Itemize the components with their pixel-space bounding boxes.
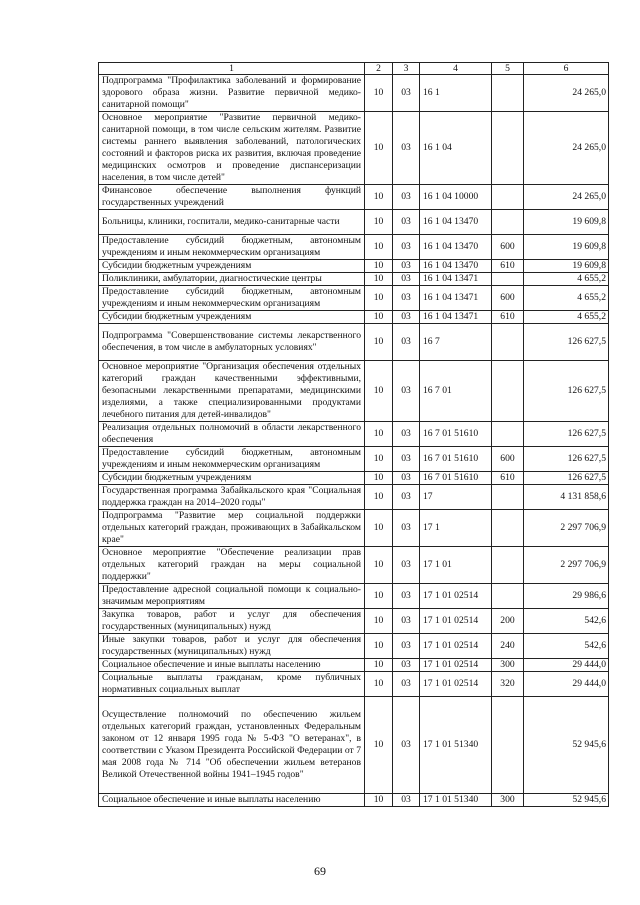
cell-amount: 24 265,0 xyxy=(524,75,609,112)
cell-expense-type: 300 xyxy=(492,659,524,672)
cell-amount: 19 609,8 xyxy=(524,235,609,260)
cell-target-article: 17 1 01 51340 xyxy=(420,697,492,794)
cell-amount: 52 945,6 xyxy=(524,794,609,807)
cell-name: Основное мероприятие "Обеспечение реализации прав отдельных категорий граждан на меры социальной поддержки" xyxy=(99,547,365,584)
cell-section: 10 xyxy=(365,235,393,260)
cell-subsection: 03 xyxy=(393,112,420,185)
cell-section: 10 xyxy=(365,672,393,697)
table-row xyxy=(99,112,609,185)
cell-expense-type: 600 xyxy=(492,235,524,260)
cell-target-article: 16 1 04 13471 xyxy=(420,286,492,311)
cell-target-article: 17 1 01 02514 xyxy=(420,659,492,672)
cell-amount: 126 627,5 xyxy=(524,447,609,472)
page-number: 69 xyxy=(314,864,326,878)
cell-target-article: 16 1 04 10000 xyxy=(420,185,492,210)
cell-subsection: 03 xyxy=(393,697,420,794)
cell-subsection: 03 xyxy=(393,273,420,286)
cell-section: 10 xyxy=(365,210,393,235)
cell-expense-type: 600 xyxy=(492,286,524,311)
cell-expense-type xyxy=(492,547,524,584)
cell-expense-type xyxy=(492,485,524,510)
table-row xyxy=(99,634,609,659)
cell-name: Субсидии бюджетным учреждениям xyxy=(99,311,365,324)
cell-amount: 29 444,0 xyxy=(524,659,609,672)
cell-subsection: 03 xyxy=(393,260,420,273)
cell-section: 10 xyxy=(365,472,393,485)
table-body xyxy=(99,75,609,807)
cell-amount: 126 627,5 xyxy=(524,422,609,447)
cell-name: Субсидии бюджетным учреждениям xyxy=(99,260,365,273)
cell-name: Подпрограмма "Совершенствование системы лекарственного обеспечения, в том числе в амбулаторных условиях" xyxy=(99,324,365,361)
header-cell-amount: 6 xyxy=(524,63,609,75)
cell-expense-type: 200 xyxy=(492,609,524,634)
cell-amount: 542,6 xyxy=(524,634,609,659)
cell-expense-type: 240 xyxy=(492,634,524,659)
cell-expense-type xyxy=(492,112,524,185)
cell-expense-type: 300 xyxy=(492,794,524,807)
cell-expense-type: 610 xyxy=(492,311,524,324)
cell-target-article: 16 1 04 13471 xyxy=(420,311,492,324)
cell-section: 10 xyxy=(365,634,393,659)
cell-name: Закупка товаров, работ и услуг для обеспечения государственных (муниципальных) нужд xyxy=(99,609,365,634)
table-row xyxy=(99,609,609,634)
header-cell-subsection: 3 xyxy=(393,63,420,75)
cell-section: 10 xyxy=(365,547,393,584)
cell-target-article: 16 1 04 13470 xyxy=(420,235,492,260)
table-row xyxy=(99,361,609,422)
cell-expense-type xyxy=(492,584,524,609)
cell-amount: 24 265,0 xyxy=(524,112,609,185)
cell-subsection: 03 xyxy=(393,311,420,324)
cell-target-article: 16 7 01 51610 xyxy=(420,447,492,472)
table-row xyxy=(99,273,609,286)
cell-target-article: 16 7 xyxy=(420,324,492,361)
cell-target-article: 16 7 01 51610 xyxy=(420,472,492,485)
cell-subsection: 03 xyxy=(393,422,420,447)
cell-target-article: 16 1 xyxy=(420,75,492,112)
cell-subsection: 03 xyxy=(393,547,420,584)
cell-name: Государственная программа Забайкальского края "Социальная поддержка граждан на 2014–2020 годы" xyxy=(99,485,365,510)
table-row xyxy=(99,794,609,807)
cell-amount: 4 655,2 xyxy=(524,311,609,324)
cell-amount: 19 609,8 xyxy=(524,260,609,273)
cell-subsection: 03 xyxy=(393,447,420,472)
cell-section: 10 xyxy=(365,422,393,447)
cell-target-article: 16 1 04 13471 xyxy=(420,273,492,286)
cell-name: Подпрограмма "Развитие мер социальной поддержки отдельных категорий граждан, проживающих в Забайкальском крае" xyxy=(99,510,365,547)
cell-name: Социальное обеспечение и иные выплаты населению xyxy=(99,659,365,672)
cell-expense-type xyxy=(492,75,524,112)
cell-name: Реализация отдельных полномочий в области лекарственного обеспечения xyxy=(99,422,365,447)
cell-name: Субсидии бюджетным учреждениям xyxy=(99,472,365,485)
cell-amount: 24 265,0 xyxy=(524,185,609,210)
cell-section: 10 xyxy=(365,794,393,807)
cell-name: Предоставление адресной социальной помощи к социально-значимым мероприятиям xyxy=(99,584,365,609)
cell-target-article: 16 1 04 xyxy=(420,112,492,185)
cell-amount: 4 655,2 xyxy=(524,286,609,311)
cell-section: 10 xyxy=(365,273,393,286)
table-row xyxy=(99,547,609,584)
cell-expense-type: 320 xyxy=(492,672,524,697)
cell-amount: 126 627,5 xyxy=(524,361,609,422)
cell-name: Предоставление субсидий бюджетным, автономным учреждениям и иным некоммерческим организациям xyxy=(99,235,365,260)
cell-name: Предоставление субсидий бюджетным, автономным учреждениям и иным некоммерческим организациям xyxy=(99,447,365,472)
cell-section: 10 xyxy=(365,609,393,634)
header-cell-expense-type: 5 xyxy=(492,63,524,75)
cell-subsection: 03 xyxy=(393,584,420,609)
cell-subsection: 03 xyxy=(393,672,420,697)
cell-subsection: 03 xyxy=(393,286,420,311)
cell-subsection: 03 xyxy=(393,210,420,235)
table-row xyxy=(99,659,609,672)
cell-amount: 542,6 xyxy=(524,609,609,634)
cell-section: 10 xyxy=(365,659,393,672)
cell-subsection: 03 xyxy=(393,510,420,547)
cell-amount: 2 297 706,9 xyxy=(524,547,609,584)
table-row xyxy=(99,485,609,510)
table-row xyxy=(99,447,609,472)
cell-subsection: 03 xyxy=(393,485,420,510)
cell-expense-type xyxy=(492,697,524,794)
table-row xyxy=(99,672,609,697)
cell-section: 10 xyxy=(365,311,393,324)
cell-subsection: 03 xyxy=(393,472,420,485)
header-cell-name: 1 xyxy=(99,63,365,75)
cell-expense-type xyxy=(492,210,524,235)
cell-subsection: 03 xyxy=(393,235,420,260)
cell-name: Поликлиники, амбулатории, диагностические центры xyxy=(99,273,365,286)
cell-section: 10 xyxy=(365,324,393,361)
cell-expense-type: 600 xyxy=(492,447,524,472)
table-row xyxy=(99,185,609,210)
cell-amount: 4 131 858,6 xyxy=(524,485,609,510)
table-row xyxy=(99,260,609,273)
cell-amount: 2 297 706,9 xyxy=(524,510,609,547)
table-row xyxy=(99,472,609,485)
cell-subsection: 03 xyxy=(393,185,420,210)
table-row xyxy=(99,210,609,235)
cell-target-article: 17 1 xyxy=(420,510,492,547)
cell-subsection: 03 xyxy=(393,324,420,361)
cell-subsection: 03 xyxy=(393,609,420,634)
cell-name: Социальное обеспечение и иные выплаты населению xyxy=(99,794,365,807)
cell-name: Предоставление субсидий бюджетным, автономным учреждениям и иным некоммерческим организациям xyxy=(99,286,365,311)
cell-name: Финансовое обеспечение выполнения функций государственных учреждений xyxy=(99,185,365,210)
cell-subsection: 03 xyxy=(393,361,420,422)
cell-target-article: 17 1 01 xyxy=(420,547,492,584)
cell-amount: 29 444,0 xyxy=(524,672,609,697)
cell-amount: 126 627,5 xyxy=(524,472,609,485)
cell-amount: 52 945,6 xyxy=(524,697,609,794)
cell-section: 10 xyxy=(365,185,393,210)
cell-target-article: 16 7 01 xyxy=(420,361,492,422)
cell-target-article: 16 1 04 13470 xyxy=(420,210,492,235)
cell-section: 10 xyxy=(365,286,393,311)
header-cell-target-article: 4 xyxy=(420,63,492,75)
cell-target-article: 17 1 01 02514 xyxy=(420,634,492,659)
cell-target-article: 17 1 01 02514 xyxy=(420,672,492,697)
cell-name: Больницы, клиники, госпитали, медико-санитарные части xyxy=(99,210,365,235)
cell-expense-type xyxy=(492,273,524,286)
cell-amount: 126 627,5 xyxy=(524,324,609,361)
budget-table xyxy=(98,62,609,807)
cell-expense-type xyxy=(492,185,524,210)
table-row xyxy=(99,584,609,609)
cell-subsection: 03 xyxy=(393,659,420,672)
cell-amount: 4 655,2 xyxy=(524,273,609,286)
cell-target-article: 17 1 01 51340 xyxy=(420,794,492,807)
cell-expense-type: 610 xyxy=(492,260,524,273)
cell-amount: 19 609,8 xyxy=(524,210,609,235)
cell-section: 10 xyxy=(365,697,393,794)
cell-section: 10 xyxy=(365,361,393,422)
table-row xyxy=(99,422,609,447)
budget-table-container xyxy=(98,62,608,807)
cell-target-article: 17 xyxy=(420,485,492,510)
table-row xyxy=(99,75,609,112)
table-row xyxy=(99,510,609,547)
cell-section: 10 xyxy=(365,447,393,472)
header-row xyxy=(99,63,609,75)
cell-expense-type xyxy=(492,510,524,547)
header-cell-section: 2 xyxy=(365,63,393,75)
cell-section: 10 xyxy=(365,75,393,112)
cell-section: 10 xyxy=(365,510,393,547)
cell-expense-type xyxy=(492,361,524,422)
cell-name: Социальные выплаты гражданам, кроме публичных нормативных социальных выплат xyxy=(99,672,365,697)
cell-target-article: 16 1 04 13470 xyxy=(420,260,492,273)
cell-section: 10 xyxy=(365,260,393,273)
cell-subsection: 03 xyxy=(393,75,420,112)
cell-expense-type: 610 xyxy=(492,472,524,485)
cell-section: 10 xyxy=(365,584,393,609)
cell-target-article: 16 7 01 51610 xyxy=(420,422,492,447)
table-row xyxy=(99,697,609,794)
cell-subsection: 03 xyxy=(393,634,420,659)
cell-target-article: 17 1 01 02514 xyxy=(420,609,492,634)
table-row xyxy=(99,311,609,324)
cell-section: 10 xyxy=(365,112,393,185)
table-row xyxy=(99,324,609,361)
cell-name: Иные закупки товаров, работ и услуг для обеспечения государственных (муниципальных) нужд xyxy=(99,634,365,659)
cell-subsection: 03 xyxy=(393,794,420,807)
table-row xyxy=(99,235,609,260)
cell-name: Осуществление полномочий по обеспечению жильем отдельных категорий граждан, установленных Федеральным законом от 12 января 1995 года № 5-ФЗ "О ветеранах", в соответствии с Указом Президента Российской Федерации от 7 мая 2008 года № 714 "Об обеспечении жильем ветеранов Великой Отечественной войны 1941–1945 годов" xyxy=(99,697,365,794)
cell-name: Основное мероприятие "Организация обеспечения отдельных категорий граждан качественными эффективными, безопасными лекарственными препаратами, медицинскими изделиями, а также специализированными продуктами лечебного питания для детей-инвалидов" xyxy=(99,361,365,422)
cell-expense-type xyxy=(492,324,524,361)
cell-target-article: 17 1 01 02514 xyxy=(420,584,492,609)
cell-section: 10 xyxy=(365,485,393,510)
cell-name: Подпрограмма "Профилактика заболеваний и формирование здорового образа жизни. Развитие первичной медико-санитарной помощи" xyxy=(99,75,365,112)
cell-name: Основное мероприятие "Развитие первичной медико-санитарной помощи, в том числе сельским жителям. Развитие системы раннего выявления заболеваний, патологических состояний и факторов риска их развития, включая проведение медицинских осмотров и проведение диспансеризации населения, в том числе детей" xyxy=(99,112,365,185)
cell-amount: 29 986,6 xyxy=(524,584,609,609)
table-row xyxy=(99,286,609,311)
cell-expense-type xyxy=(492,422,524,447)
